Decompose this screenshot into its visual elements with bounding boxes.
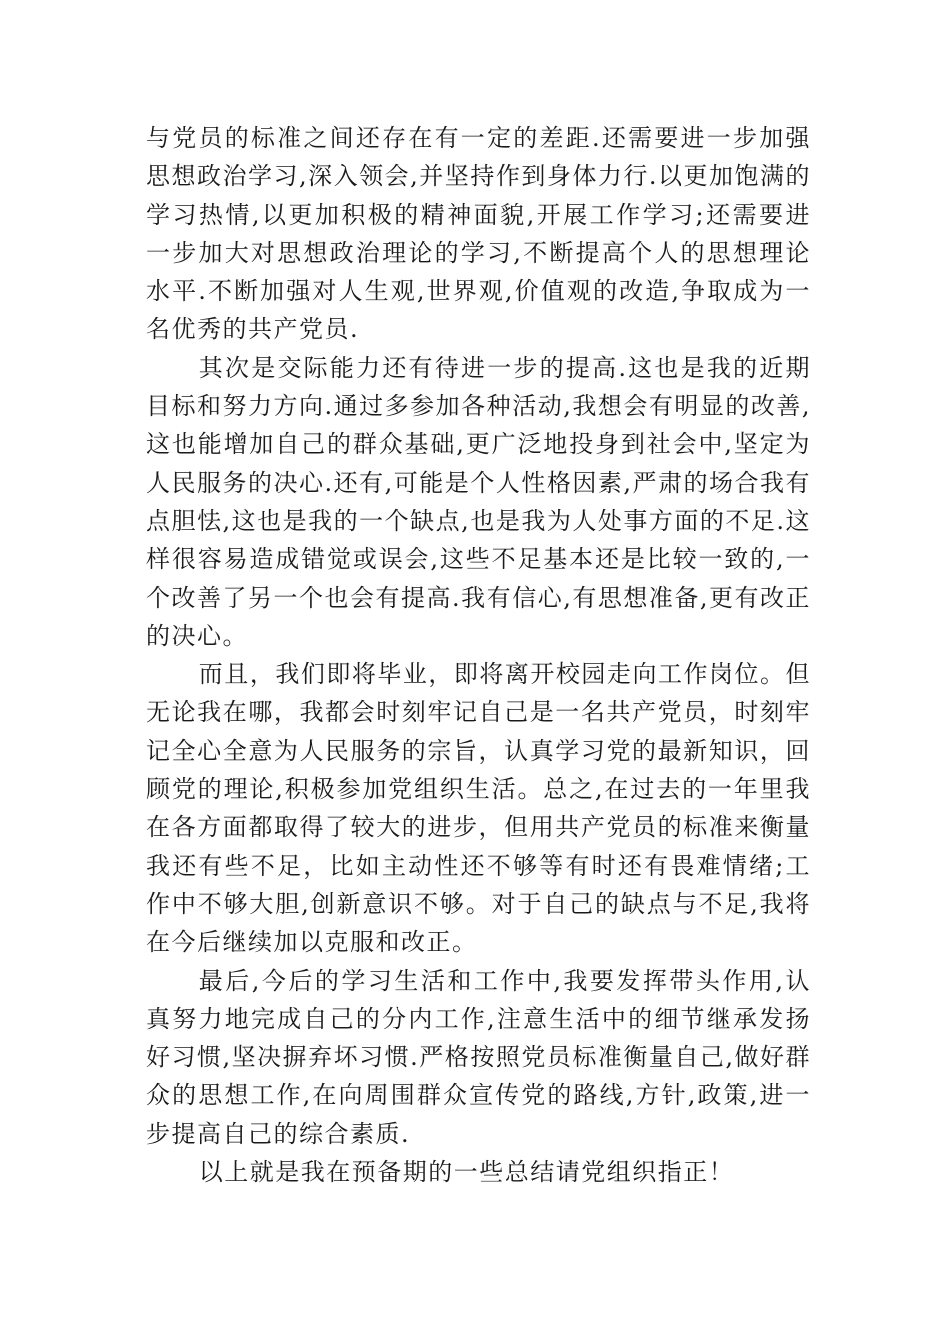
document-body bbox=[146, 119, 811, 1191]
paragraph-1: 与党员的标准之间还存在有一定的差距.还需要进一步加强思想政治学习,深入领会,并坚持作到身体力行.以更加饱满的学习热情,以更加积极的精神面貌,开展工作学习;还需要进一步加大对思想政治理论的学习,不断提高个人的思想理论水平.不断加强对人生观,世界观,价值观的改造,争取成为一名优秀的共产党员. bbox=[146, 124, 811, 344]
paragraph-5: 以上就是我在预备期的一些总结请党组织指正！ bbox=[198, 1158, 735, 1187]
paragraph-4: 最后,今后的学习生活和工作中,我要发挥带头作用,认真努力地完成自己的分内工作,注意生活中的细节继承发扬好习惯,坚决摒弃坏习惯.严格按照党员标准衡量自己,做好群众的思想工作,在向周围群众宣传党的路线,方针,政策,进一步提高自己的综合素质. bbox=[146, 966, 811, 1148]
paragraph-2: 其次是交际能力还有待进一步的提高.这也是我的近期目标和努力方向.通过多参加各种活动,我想会有明显的改善,这也能增加自己的群众基础,更广泛地投身到社会中,坚定为人民服务的决心.还有,可能是个人性格因素,严肃的场合我有点胆怯,这也是我的一个缺点,也是我为人处事方面的不足.这样很容易造成错觉或误会,这些不足基本还是比较一致的,一个改善了另一个也会有提高.我有信心,有思想准备,更有改正的决心。 bbox=[146, 353, 811, 650]
paragraph-3: 而且，我们即将毕业，即将离开校园走向工作岗位。但无论我在哪，我都会时刻牢记自己是一名共产党员，时刻牢记全心全意为人民服务的宗旨，认真学习党的最新知识，回顾党的理论,积极参加党组织生活。总之,在过去的一年里我在各方面都取得了较大的进步，但用共产党员的标准来衡量我还有些不足，比如主动性还不够等有时还有畏难情绪;工作中不够大胆,创新意识不够。对于自己的缺点与不足,我将在今后继续加以克服和改正。 bbox=[146, 660, 811, 957]
